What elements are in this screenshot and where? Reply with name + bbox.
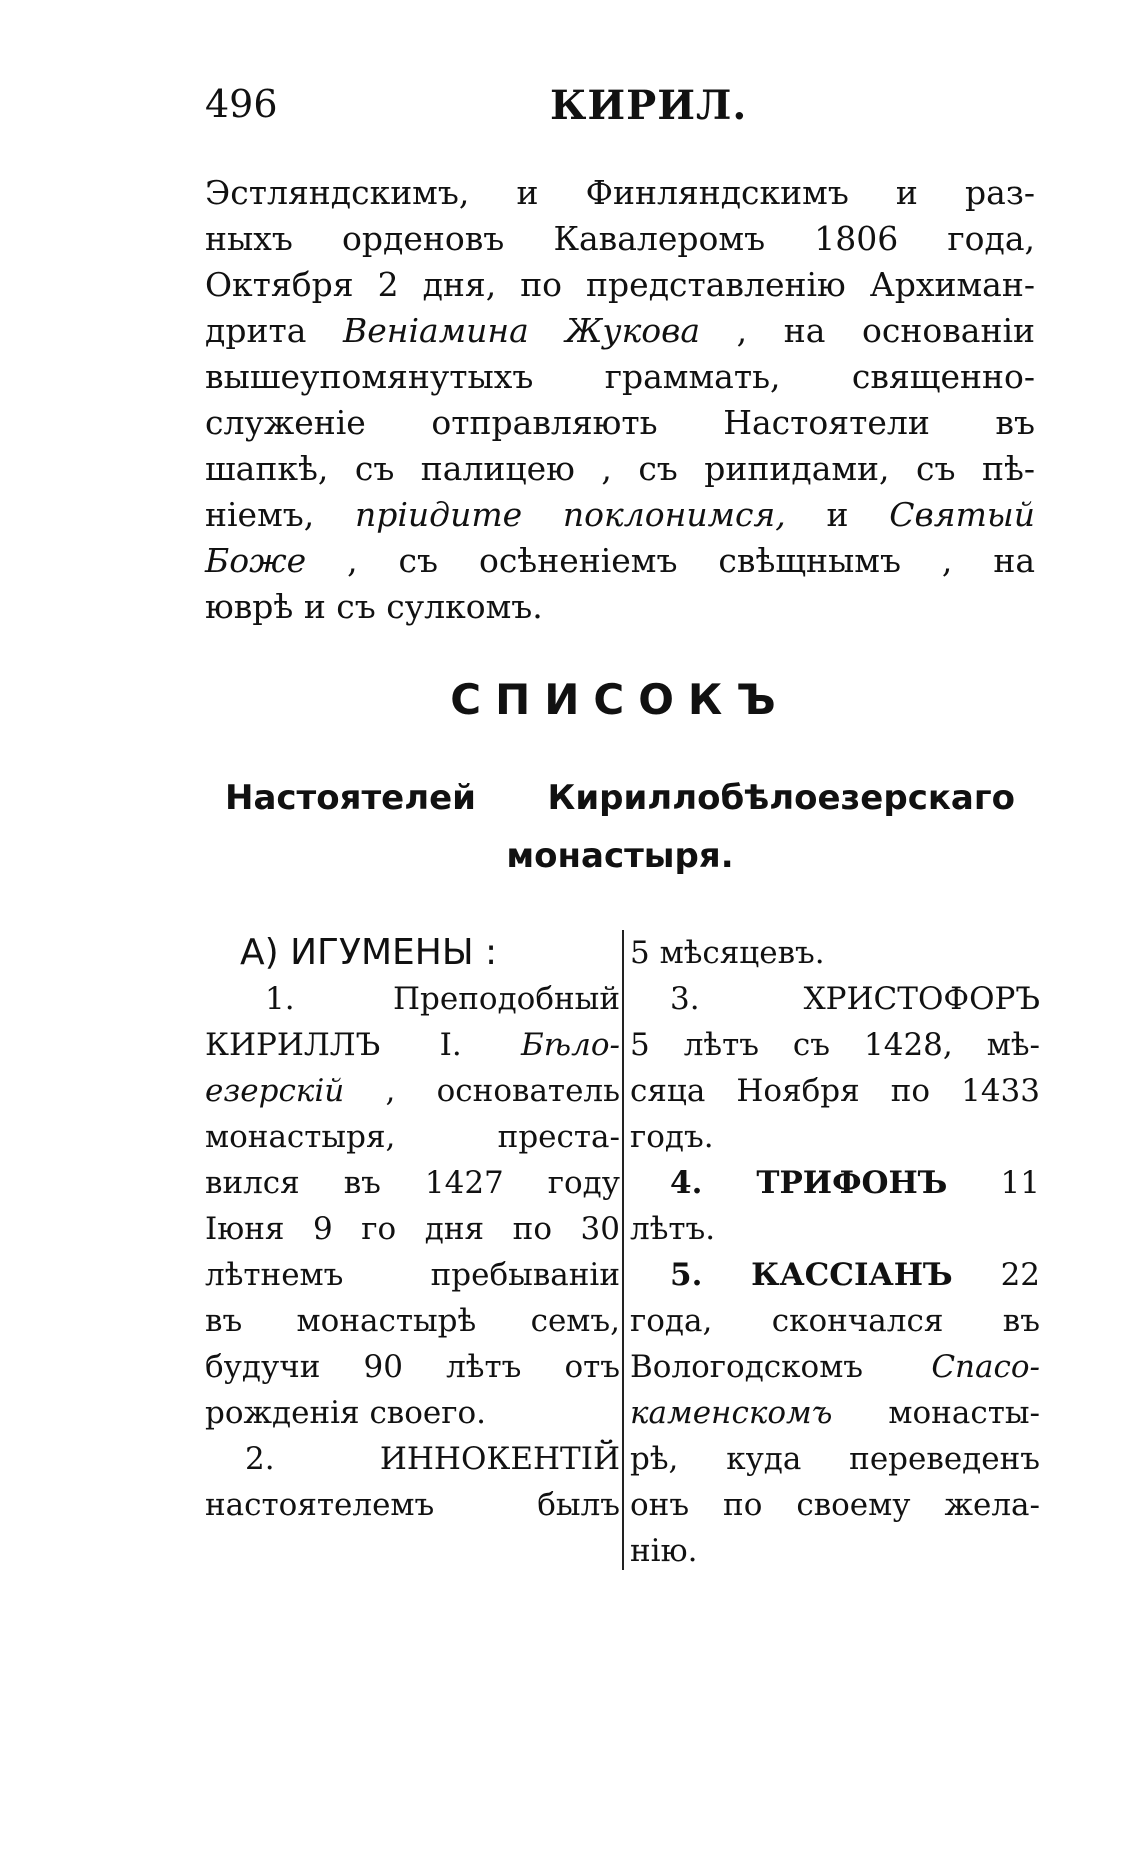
- left-column: [205, 930, 620, 1528]
- paragraph-line: вышеупомянутыхъ граммать, священно-: [205, 357, 1035, 396]
- column-line: 2. ИННОКЕНТІЙ: [245, 1441, 620, 1477]
- column-line: будучи 90 лѣтъ отъ: [205, 1349, 620, 1385]
- column-line: лѣтъ.: [630, 1211, 716, 1247]
- page-number: 496: [205, 82, 278, 126]
- column-line: лѣтнемъ пребываніи: [205, 1257, 620, 1293]
- column-line: сяца Ноября по 1433: [630, 1073, 1040, 1109]
- page-header: [205, 82, 1035, 142]
- paragraph-line: ныхъ орденовъ Кавалеромъ 1806 года,: [205, 219, 1035, 258]
- paragraph-line: ніемъ, пріидите поклонимся, и Святый: [205, 495, 1036, 534]
- column-line: Іюня 9 го дня по 30: [205, 1211, 620, 1247]
- column-line: 5 лѣтъ съ 1428, мѣ-: [630, 1027, 1040, 1063]
- paragraph-line: дрита Веніамина Жукова , на основаніи: [205, 311, 1035, 350]
- column-line: рожденія своего.: [205, 1395, 487, 1431]
- paragraph-line: служеніе отправляють Настоятели въ: [205, 403, 1035, 442]
- column-heading: А) ИГУМЕНЫ :: [240, 932, 498, 973]
- right-column: [630, 930, 1040, 1574]
- column-line: 5. КАССІАНЪ 22: [670, 1257, 1041, 1293]
- column-line: 1. Преподобный: [265, 981, 620, 1017]
- paragraph-line: шапкѣ, съ палицею , съ рипидами, съ пѣ-: [205, 449, 1035, 488]
- column-line: въ монастырѣ семъ,: [205, 1303, 620, 1339]
- column-line: монастыря, преста-: [205, 1119, 620, 1155]
- column-line: Вологодскомъ Спасо-: [630, 1349, 1040, 1385]
- paragraph-line: Боже , съ осѣненіемъ свѣщнымъ , на: [205, 541, 1035, 580]
- column-line: 4. ТРИФОНЪ 11: [670, 1165, 1040, 1201]
- column-line: КИРИЛЛЪ I. Бѣло-: [205, 1027, 620, 1063]
- column-line: года, скончался въ: [630, 1303, 1040, 1339]
- column-line: вился въ 1427 году: [205, 1165, 620, 1201]
- section-subtitle-line2: монастыря.: [506, 836, 734, 876]
- body-paragraph: [205, 170, 1035, 630]
- column-line: езерскій , основатель: [205, 1073, 620, 1109]
- paragraph-line: юврѣ и съ сулкомъ.: [205, 587, 543, 626]
- section-subtitle: Настоятелей Кириллобѣлоезерскаго: [225, 778, 1015, 818]
- column-line: годъ.: [630, 1119, 714, 1155]
- section-title: СПИСОКЪ: [450, 675, 790, 724]
- column-line: каменскомъ монасты-: [630, 1395, 1040, 1431]
- column-line: настоятелемъ былъ: [205, 1487, 620, 1523]
- column-line: рѣ, куда переведенъ: [630, 1441, 1040, 1477]
- column-line: 5 мѣсяцевъ.: [630, 935, 825, 971]
- paragraph-line: Октября 2 дня, по представленію Архиман-: [205, 265, 1035, 304]
- column-line: онъ по своему жела-: [630, 1487, 1040, 1523]
- column-divider: [622, 930, 624, 1570]
- column-line: нію.: [630, 1533, 698, 1569]
- paragraph-line: Эстляндскимъ, и Финляндскимъ и раз-: [205, 173, 1035, 212]
- column-line: 3. ХРИСТОФОРЪ: [670, 981, 1040, 1017]
- running-head: КИРИЛ.: [550, 82, 748, 129]
